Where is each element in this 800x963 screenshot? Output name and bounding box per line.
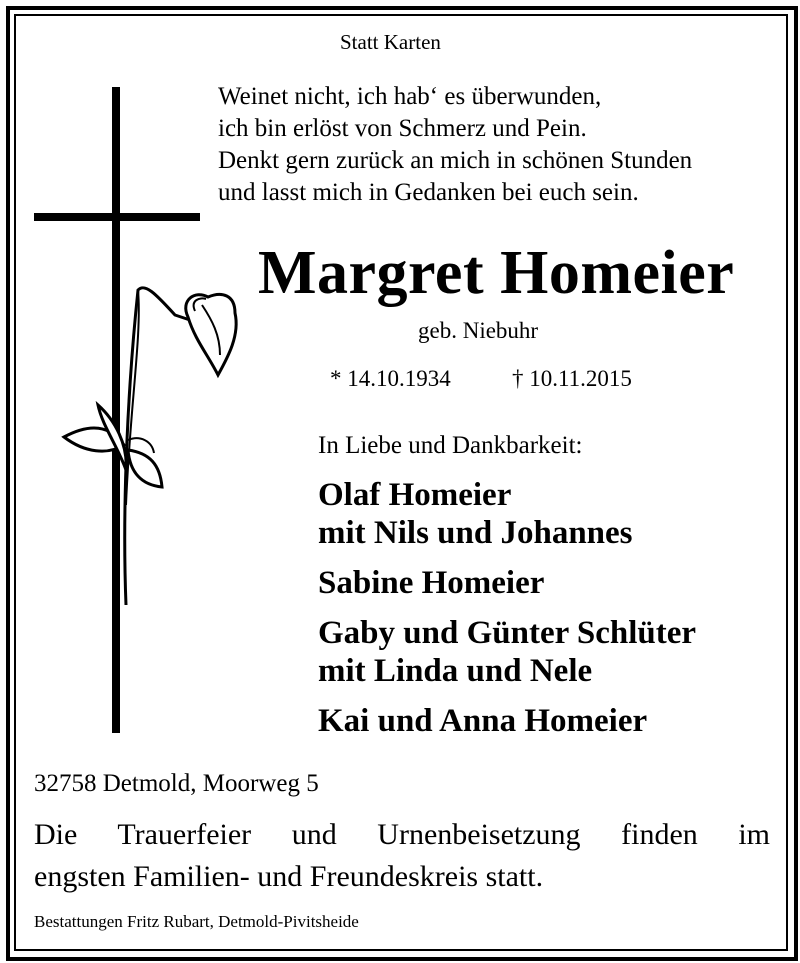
poem-line-4: und lasst mich in Gedanken bei euch sein. bbox=[218, 179, 639, 206]
birth-date: * 14.10.1934 bbox=[330, 366, 451, 391]
ceremony-line-1: Die Trauerfeier und Urnenbeisetzung finden im bbox=[34, 818, 770, 851]
poem-line-2: ich bin erlöst von Schmerz und Pein. bbox=[218, 115, 587, 142]
poem-line-1: Weinet nicht, ich hab‘ es überwunden, bbox=[218, 83, 602, 110]
funeral-home: Bestattungen Fritz Rubart, Detmold-Pivitsheide bbox=[34, 912, 359, 931]
mourner-line: Kai und Anna Homeier bbox=[318, 703, 648, 739]
mourner-line: Gaby und Günter Schlüter bbox=[318, 615, 697, 651]
mourners-intro: In Liebe und Dankbarkeit: bbox=[318, 432, 583, 459]
deceased-name: Margret Homeier bbox=[258, 239, 735, 307]
mourner-line: mit Nils und Johannes bbox=[318, 515, 633, 551]
mourner-line: Olaf Homeier bbox=[318, 477, 512, 513]
ceremony-line-2: engsten Familien- und Freundeskreis statt. bbox=[34, 860, 544, 893]
statt-karten-heading: Statt Karten bbox=[340, 30, 441, 54]
death-date: † 10.11.2015 bbox=[512, 366, 632, 391]
mourner-line: mit Linda und Nele bbox=[318, 653, 593, 689]
cross-icon bbox=[30, 85, 240, 735]
rose-icon bbox=[64, 288, 236, 605]
mourner-line: Sabine Homeier bbox=[318, 565, 545, 601]
poem-line-3: Denkt gern zurück an mich in schönen Stunden bbox=[218, 147, 693, 174]
birth-name: geb. Niebuhr bbox=[418, 318, 539, 343]
address: 32758 Detmold, Moorweg 5 bbox=[34, 770, 319, 797]
